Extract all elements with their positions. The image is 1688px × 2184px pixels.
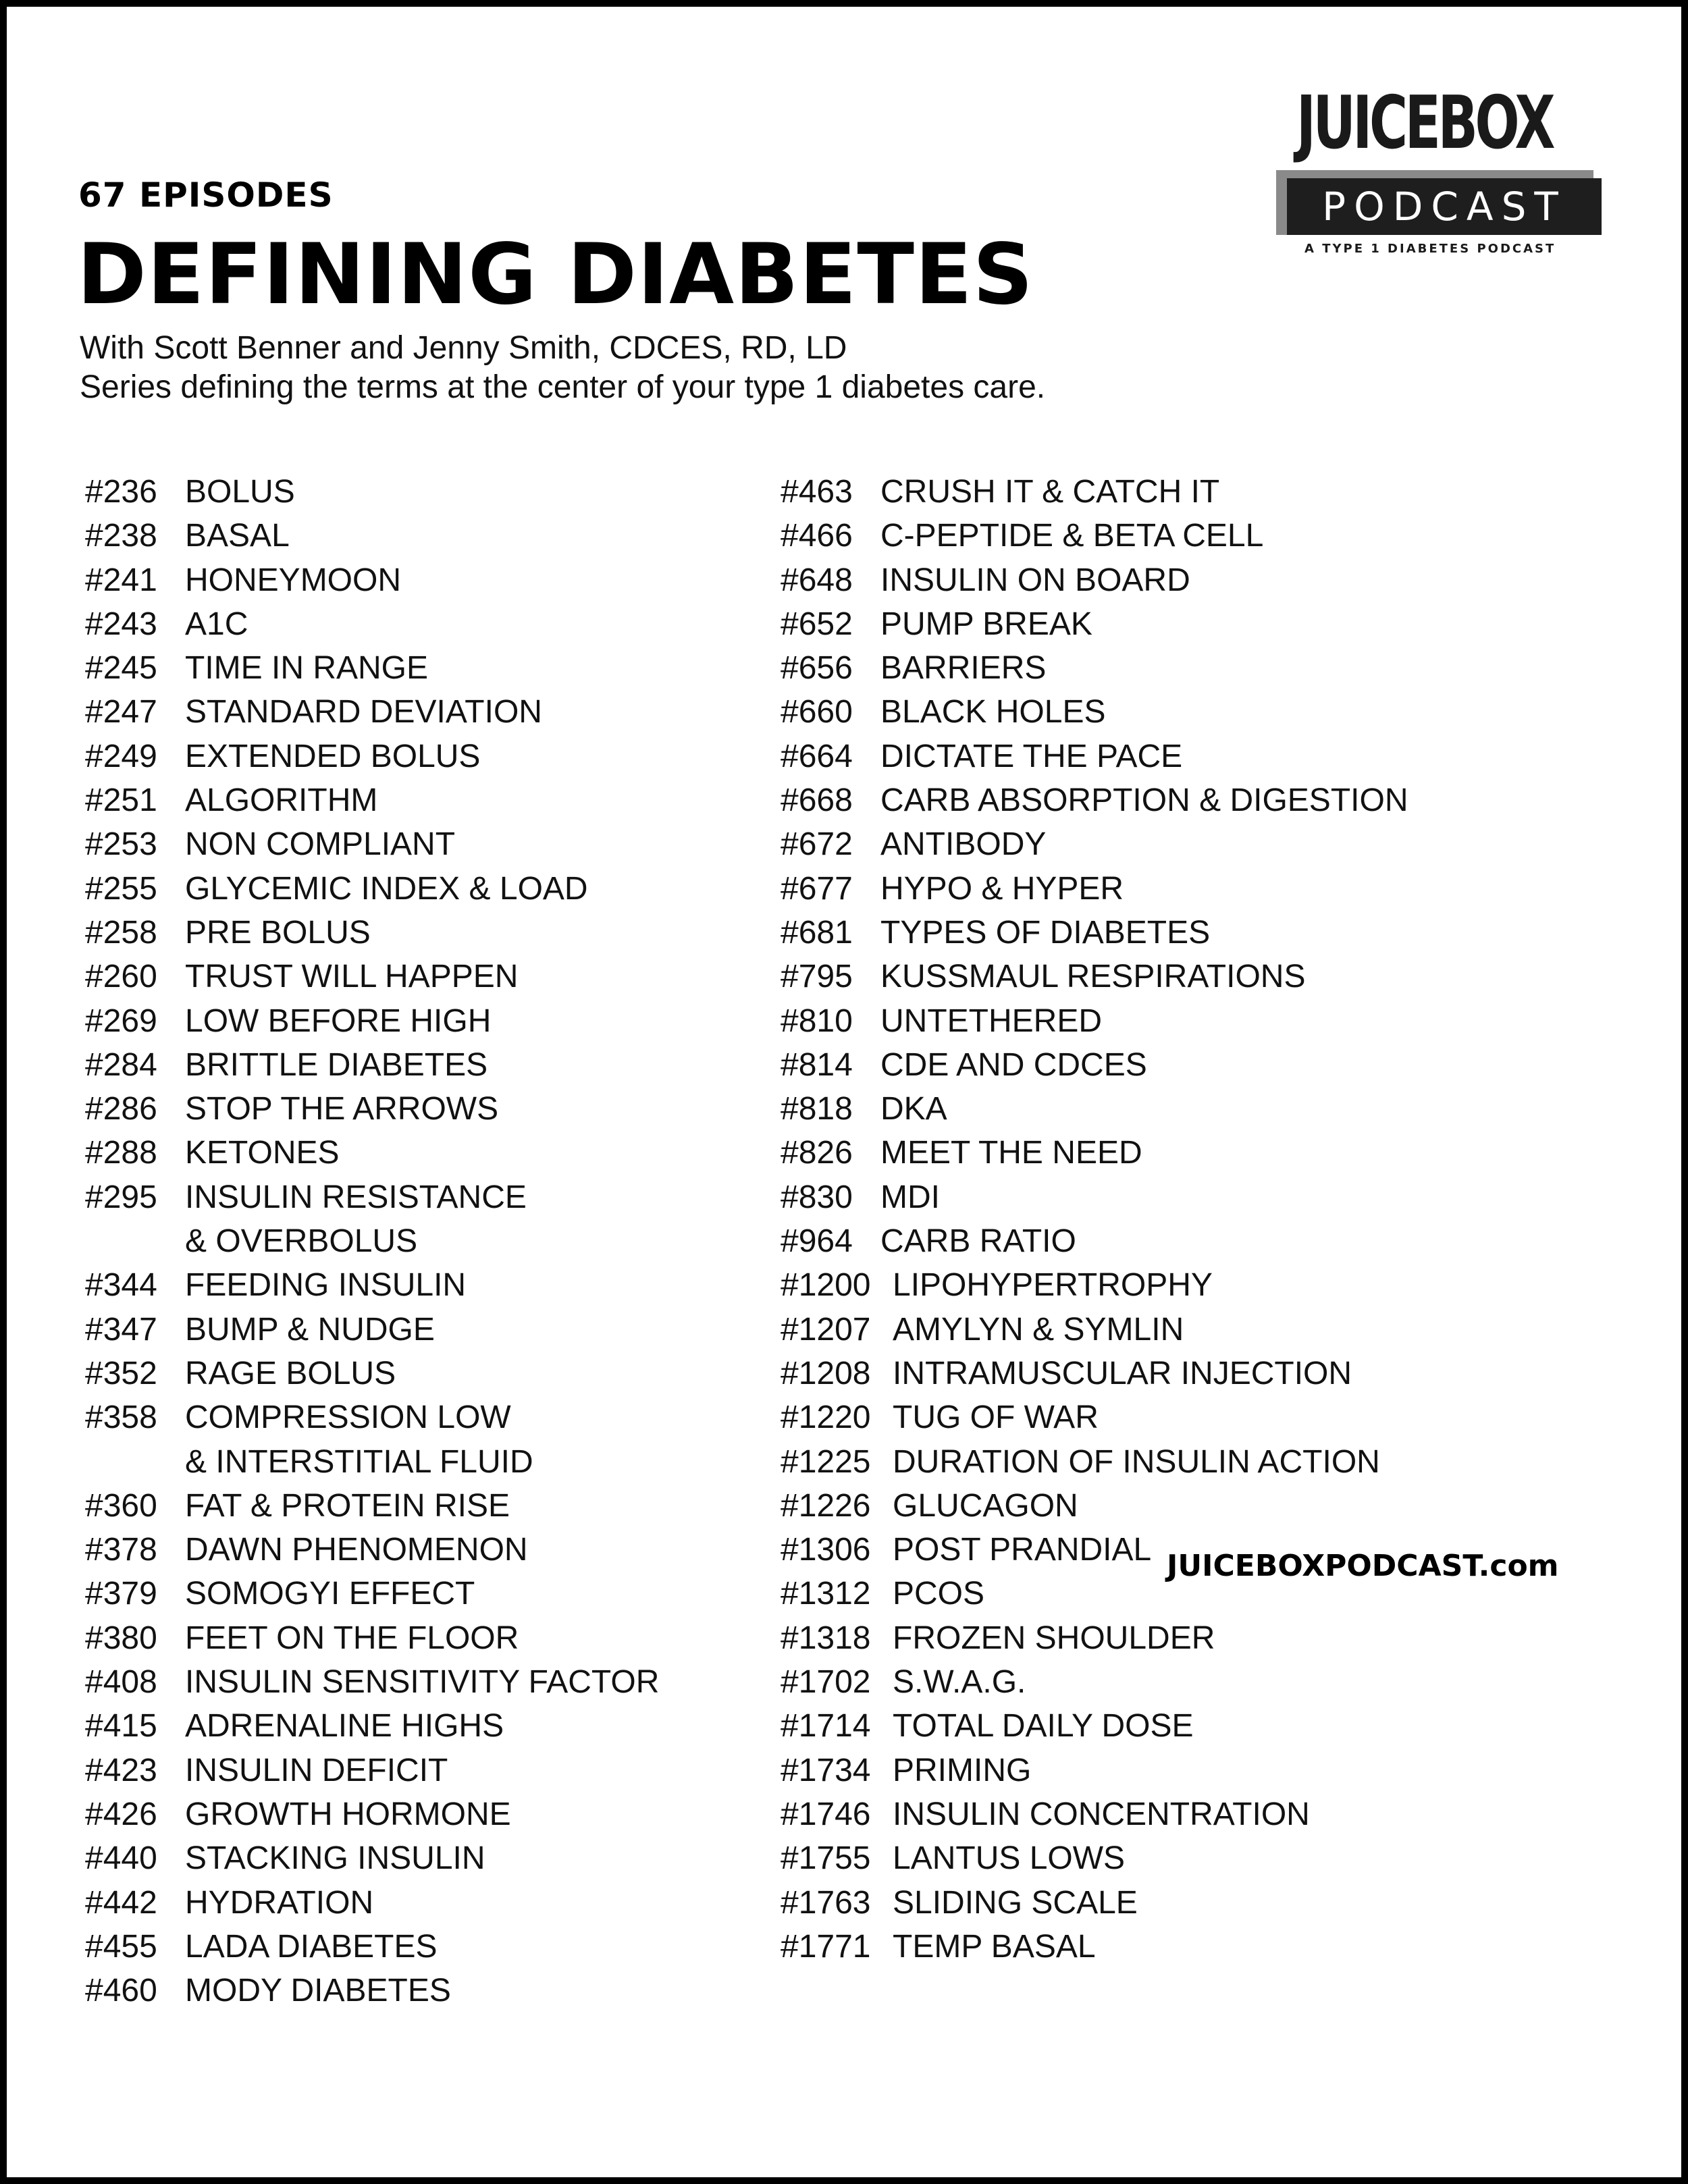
- episode-title: GLYCEMIC INDEX & LOAD: [185, 870, 588, 907]
- episode-title: S.W.A.G.: [893, 1664, 1026, 1701]
- episode-item: [781, 1660, 1408, 1704]
- logo-tagline: A TYPE 1 DIABETES PODCAST: [1304, 242, 1556, 256]
- episode-item: [85, 602, 659, 646]
- episode-list-right: [781, 470, 1408, 1969]
- episode-title: AMYLYN & SYMLIN: [893, 1311, 1184, 1348]
- episode-title: INSULIN ON BOARD: [880, 562, 1190, 598]
- episode-number: #677: [781, 870, 853, 907]
- episode-item: [781, 1616, 1408, 1660]
- episode-number: #380: [85, 1620, 157, 1656]
- episode-number: #379: [85, 1576, 157, 1612]
- episode-item: [781, 1043, 1408, 1087]
- episode-title: HYPO & HYPER: [880, 870, 1124, 907]
- episode-number: #656: [781, 650, 853, 687]
- episode-number: #286: [85, 1091, 157, 1127]
- episode-number: #241: [85, 562, 157, 598]
- episode-title: DKA: [880, 1091, 947, 1127]
- episode-item: [781, 1219, 1408, 1263]
- episode-title: HONEYMOON: [185, 562, 402, 598]
- episode-number: #826: [781, 1135, 853, 1171]
- episode-item: [781, 1484, 1408, 1528]
- episode-title: INSULIN SENSITIVITY FACTOR: [185, 1664, 660, 1701]
- episode-title: INSULIN RESISTANCE: [185, 1179, 527, 1215]
- episode-number: #818: [781, 1091, 853, 1127]
- episode-title: POST PRANDIAL: [893, 1532, 1152, 1568]
- episode-item: [85, 1131, 659, 1175]
- episode-number: #360: [85, 1487, 157, 1524]
- episode-number: #1200: [781, 1267, 871, 1304]
- episode-title: TOTAL DAILY DOSE: [893, 1708, 1194, 1744]
- episode-title: ADRENALINE HIGHS: [185, 1708, 504, 1744]
- episode-title-continued: & OVERBOLUS: [185, 1223, 418, 1260]
- episode-number: #1763: [781, 1884, 871, 1921]
- episode-title: RAGE BOLUS: [185, 1355, 396, 1391]
- episode-item: [85, 1263, 659, 1307]
- episode-item: [85, 1087, 659, 1131]
- episode-number: #247: [85, 694, 157, 730]
- episode-number: #1312: [781, 1576, 871, 1612]
- episode-number: #347: [85, 1311, 157, 1348]
- episode-title: COMPRESSION LOW: [185, 1400, 511, 1436]
- episode-item: [781, 1087, 1408, 1131]
- episode-number: #1220: [781, 1400, 871, 1436]
- episode-number: #668: [781, 782, 853, 819]
- juicebox-logo: [1276, 81, 1627, 263]
- episode-number: #652: [781, 606, 853, 642]
- episode-title: BARRIERS: [880, 650, 1047, 687]
- episode-title: MEET THE NEED: [880, 1135, 1142, 1171]
- episode-item: [781, 955, 1408, 998]
- episode-title: LIPOHYPERTROPHY: [893, 1267, 1213, 1304]
- episode-title: INSULIN CONCENTRATION: [893, 1796, 1310, 1832]
- episode-title: CDE AND CDCES: [880, 1046, 1147, 1083]
- episode-title: ALGORITHM: [185, 782, 378, 819]
- episode-number: #1746: [781, 1796, 871, 1832]
- episode-number: #255: [85, 870, 157, 907]
- episode-item: [85, 1528, 659, 1572]
- episode-title: TYPES OF DIABETES: [880, 914, 1211, 951]
- episode-item: [781, 1395, 1408, 1439]
- episode-item: [85, 1704, 659, 1748]
- episode-title: NON COMPLIANT: [185, 826, 456, 863]
- episode-item: [85, 999, 659, 1043]
- episode-title: MDI: [880, 1179, 940, 1215]
- episode-number: #1306: [781, 1532, 871, 1568]
- episode-title: ANTIBODY: [880, 826, 1047, 863]
- episode-item: [85, 1175, 659, 1219]
- episode-title: LADA DIABETES: [185, 1928, 438, 1965]
- episode-item: [781, 1704, 1408, 1748]
- episode-title: STANDARD DEVIATION: [185, 694, 542, 730]
- episode-item: [781, 1175, 1408, 1219]
- episode-item: [85, 867, 659, 911]
- episode-item: [781, 735, 1408, 778]
- episode-number: #423: [85, 1752, 157, 1788]
- episode-title: PRE BOLUS: [185, 914, 371, 951]
- episode-number: #344: [85, 1267, 157, 1304]
- episode-number: #352: [85, 1355, 157, 1391]
- logo-juicebox-text: JUICEBOX: [1296, 81, 1553, 165]
- episode-number: #245: [85, 650, 157, 687]
- episode-number: #466: [781, 518, 853, 554]
- episode-number: #460: [85, 1973, 157, 2009]
- episode-item: [85, 955, 659, 998]
- episode-item: [85, 558, 659, 602]
- episode-item: [85, 1881, 659, 1925]
- episode-number: #1771: [781, 1928, 871, 1965]
- episode-number: #258: [85, 914, 157, 951]
- episode-item: [781, 822, 1408, 866]
- episode-number: #284: [85, 1046, 157, 1083]
- episode-number: #795: [781, 959, 853, 995]
- episode-title: SLIDING SCALE: [893, 1884, 1138, 1921]
- episode-title: CARB RATIO: [880, 1223, 1076, 1260]
- episode-item: [781, 1749, 1408, 1792]
- episode-title: PCOS: [893, 1576, 985, 1612]
- episode-number: #1207: [781, 1311, 871, 1348]
- episode-title: FAT & PROTEIN RISE: [185, 1487, 510, 1524]
- episode-item: [85, 1660, 659, 1704]
- episode-item: [781, 867, 1408, 911]
- episode-number: #672: [781, 826, 853, 863]
- episode-item: [781, 1440, 1408, 1484]
- page-title: DEFINING DIABETES: [77, 226, 1034, 323]
- episode-number: #426: [85, 1796, 157, 1832]
- episode-item: [85, 1308, 659, 1352]
- episode-title: PUMP BREAK: [880, 606, 1092, 642]
- episode-item: [781, 470, 1408, 514]
- episode-item: [781, 1792, 1408, 1836]
- episode-number: #1714: [781, 1708, 871, 1744]
- episode-item: [85, 1395, 659, 1439]
- episode-item: [85, 470, 659, 514]
- episode-title: INSULIN DEFICIT: [185, 1752, 448, 1788]
- episode-item: [85, 1352, 659, 1395]
- episode-number: #1226: [781, 1487, 871, 1524]
- episode-item: [85, 1969, 659, 2013]
- episode-item: [85, 1572, 659, 1616]
- episode-number: #440: [85, 1840, 157, 1877]
- episode-item: [781, 646, 1408, 690]
- episode-number: #1225: [781, 1443, 871, 1480]
- episode-item: [781, 602, 1408, 646]
- episode-item: [781, 911, 1408, 955]
- episode-title: GLUCAGON: [893, 1487, 1078, 1524]
- episode-title: PRIMING: [893, 1752, 1032, 1788]
- episode-number: #295: [85, 1179, 157, 1215]
- episode-number: #251: [85, 782, 157, 819]
- episode-title: BOLUS: [185, 474, 295, 510]
- episode-title: DAWN PHENOMENON: [185, 1532, 528, 1568]
- episode-title: BASAL: [185, 518, 290, 554]
- episode-item: [85, 911, 659, 955]
- episode-number: #664: [781, 738, 853, 774]
- episode-item: [781, 1352, 1408, 1395]
- episode-number: #1208: [781, 1355, 871, 1391]
- episode-title: LANTUS LOWS: [893, 1840, 1126, 1877]
- episode-item: [781, 514, 1408, 558]
- episode-number: #648: [781, 562, 853, 598]
- episode-title: KETONES: [185, 1135, 340, 1171]
- episode-title: INTRAMUSCULAR INJECTION: [893, 1355, 1352, 1391]
- episode-title: FEET ON THE FLOOR: [185, 1620, 519, 1656]
- episode-number: #1755: [781, 1840, 871, 1877]
- episode-item: [85, 1792, 659, 1836]
- episode-number: #660: [781, 694, 853, 730]
- website-url: JUICEBOXPODCAST.com: [1167, 1549, 1559, 1583]
- episode-title: FROZEN SHOULDER: [893, 1620, 1215, 1656]
- episode-item: [85, 1043, 659, 1087]
- episode-number: #455: [85, 1928, 157, 1965]
- episode-number: #681: [781, 914, 853, 951]
- logo-podcast-text: PODCAST: [1322, 184, 1566, 230]
- episode-item: [781, 690, 1408, 734]
- subtitle-description: Series defining the terms at the center of your type 1 diabetes care.: [80, 369, 1046, 405]
- episode-number: #415: [85, 1708, 157, 1744]
- episode-item: [85, 690, 659, 734]
- episode-number: #269: [85, 1003, 157, 1039]
- episode-title: BUMP & NUDGE: [185, 1311, 435, 1348]
- episode-number: #260: [85, 959, 157, 995]
- episode-title: DICTATE THE PACE: [880, 738, 1183, 774]
- episode-title: GROWTH HORMONE: [185, 1796, 511, 1832]
- episode-count: 67 EPISODES: [78, 176, 334, 215]
- episode-item: [85, 1484, 659, 1528]
- episode-number: #253: [85, 826, 157, 863]
- episode-list-left: [85, 470, 659, 2013]
- episode-item: [85, 1836, 659, 1880]
- episode-title: EXTENDED BOLUS: [185, 738, 481, 774]
- subtitle-hosts: With Scott Benner and Jenny Smith, CDCES, RD, LD: [80, 330, 847, 366]
- episode-number: #830: [781, 1179, 853, 1215]
- episode-number: #243: [85, 606, 157, 642]
- episode-item: [85, 778, 659, 822]
- episode-item: [781, 778, 1408, 822]
- episode-number: #408: [85, 1664, 157, 1701]
- episode-item: [85, 735, 659, 778]
- episode-number: #358: [85, 1400, 157, 1436]
- episode-title: C-PEPTIDE & BETA CELL: [880, 518, 1264, 554]
- episode-number: #442: [85, 1884, 157, 1921]
- episode-number: #1318: [781, 1620, 871, 1656]
- episode-item: [781, 1308, 1408, 1352]
- episode-number: #1734: [781, 1752, 871, 1788]
- episode-title: UNTETHERED: [880, 1003, 1103, 1039]
- episode-title: CARB ABSORPTION & DIGESTION: [880, 782, 1408, 819]
- episode-title: TIME IN RANGE: [185, 650, 429, 687]
- episode-item: [85, 1925, 659, 1969]
- episode-title: CRUSH IT & CATCH IT: [880, 474, 1220, 510]
- episode-title: DURATION OF INSULIN ACTION: [893, 1443, 1380, 1480]
- episode-title: BLACK HOLES: [880, 694, 1106, 730]
- episode-title-continued: & INTERSTITIAL FLUID: [185, 1443, 533, 1480]
- episode-item: [781, 999, 1408, 1043]
- episode-title: A1C: [185, 606, 248, 642]
- episode-title: KUSSMAUL RESPIRATIONS: [880, 959, 1306, 995]
- episode-title: STACKING INSULIN: [185, 1840, 485, 1877]
- episode-title: SOMOGYI EFFECT: [185, 1576, 475, 1612]
- episode-title: TRUST WILL HAPPEN: [185, 959, 519, 995]
- episode-item: [85, 822, 659, 866]
- episode-item: [85, 1749, 659, 1792]
- episode-item: [781, 1131, 1408, 1175]
- episode-number: #964: [781, 1223, 853, 1260]
- episode-number: #463: [781, 474, 853, 510]
- episode-title: HYDRATION: [185, 1884, 374, 1921]
- episode-title: BRITTLE DIABETES: [185, 1046, 488, 1083]
- episode-title: MODY DIABETES: [185, 1973, 451, 2009]
- episode-number: #814: [781, 1046, 853, 1083]
- episode-number: #238: [85, 518, 157, 554]
- episode-title: FEEDING INSULIN: [185, 1267, 467, 1304]
- episode-title: TEMP BASAL: [893, 1928, 1096, 1965]
- episode-number: #236: [85, 474, 157, 510]
- episode-title: TUG OF WAR: [893, 1400, 1099, 1436]
- episode-item: [781, 558, 1408, 602]
- episode-number: #378: [85, 1532, 157, 1568]
- episode-item: [781, 1925, 1408, 1969]
- episode-number: #810: [781, 1003, 853, 1039]
- episode-title: LOW BEFORE HIGH: [185, 1003, 492, 1039]
- episode-number: #249: [85, 738, 157, 774]
- episode-title: STOP THE ARROWS: [185, 1091, 499, 1127]
- episode-number: #288: [85, 1135, 157, 1171]
- episode-number: #1702: [781, 1664, 871, 1701]
- episode-item: [85, 646, 659, 690]
- episode-item: [85, 514, 659, 558]
- episode-item: [781, 1881, 1408, 1925]
- episode-item: [781, 1263, 1408, 1307]
- episode-item: [85, 1616, 659, 1660]
- episode-item: [781, 1836, 1408, 1880]
